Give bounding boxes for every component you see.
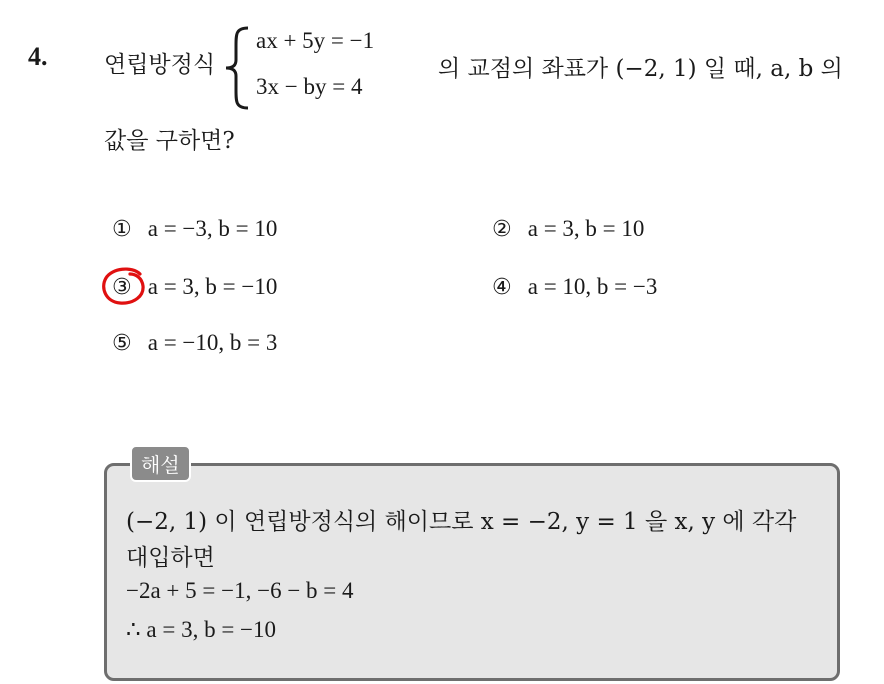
choice-3-text: a = 3, b = −10 bbox=[147, 274, 278, 299]
equation-2: 3x − by = 4 bbox=[256, 74, 363, 99]
choice-2-mark: ② bbox=[492, 217, 512, 242]
choice-1-text: a = −3, b = 10 bbox=[147, 216, 278, 241]
choice-4-text: a = 10, b = −3 bbox=[527, 274, 658, 299]
choice-3-mark: ③ bbox=[112, 275, 132, 300]
choice-5[interactable] bbox=[112, 330, 277, 356]
left-brace bbox=[222, 26, 252, 110]
choice-2[interactable] bbox=[492, 216, 644, 242]
choice-4[interactable] bbox=[492, 274, 657, 300]
solution-line-2: 대입하면 bbox=[126, 545, 215, 571]
choice-4-mark: ④ bbox=[492, 275, 512, 300]
solution-line-1: (−2, 1) 이 연립방정식의 해이므로 x = −2, y = 1 을 x, y 에 각각 bbox=[126, 509, 797, 535]
question-number: 4. bbox=[28, 42, 48, 71]
question-stem-suffix: 의 교점의 좌표가 (−2, 1) 일 때, a, b 의 bbox=[438, 56, 843, 82]
choice-1-mark: ① bbox=[112, 217, 132, 242]
choice-5-mark: ⑤ bbox=[112, 331, 132, 356]
question-stem-prefix: 연립방정식 bbox=[104, 52, 216, 78]
solution-line-4: ∴ a = 3, b = −10 bbox=[126, 617, 277, 642]
answer-circle-icon bbox=[100, 266, 148, 306]
solution-line-3: −2a + 5 = −1, −6 − b = 4 bbox=[126, 578, 354, 603]
solution-tag: 해설 bbox=[130, 445, 191, 482]
choice-2-text: a = 3, b = 10 bbox=[527, 216, 645, 241]
solution-box bbox=[104, 463, 840, 681]
choice-1[interactable] bbox=[112, 216, 277, 242]
choice-5-text: a = −10, b = 3 bbox=[147, 330, 278, 355]
equation-1: ax + 5y = −1 bbox=[256, 28, 375, 53]
question-stem-line2: 값을 구하면? bbox=[104, 128, 235, 154]
